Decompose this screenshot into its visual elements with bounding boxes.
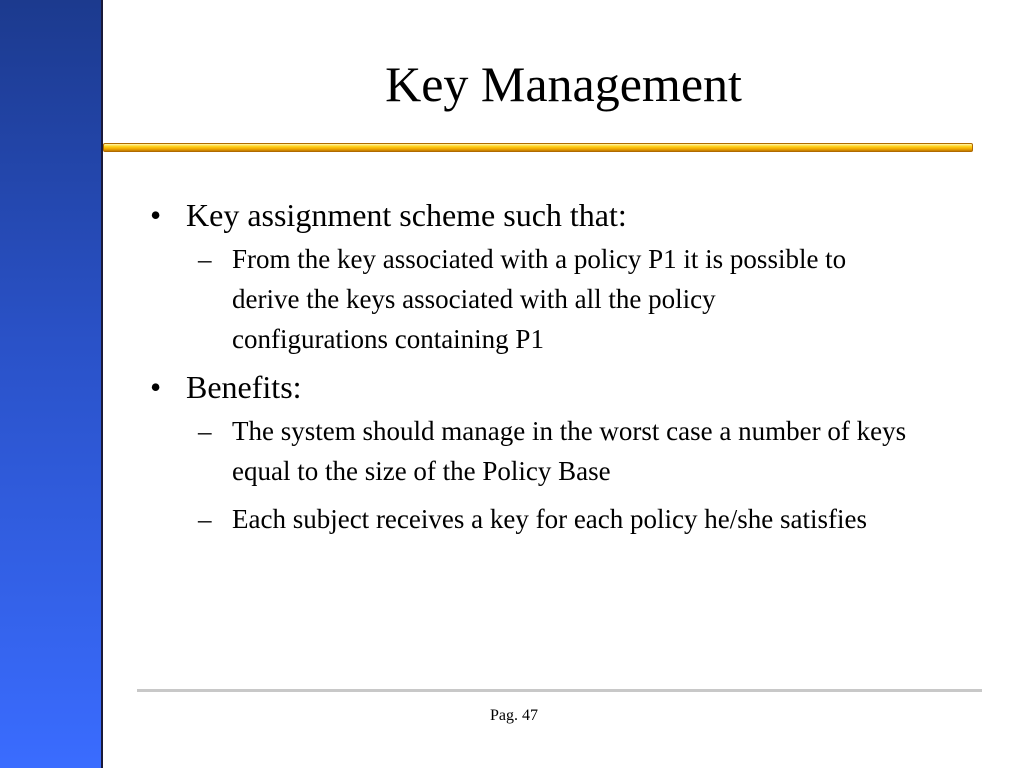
bullet-benefits: [140, 367, 940, 407]
page-number-text: Pag. 47: [490, 707, 538, 724]
sub-bullet-worst-case: [140, 411, 952, 491]
side-accent-bar: [0, 0, 103, 768]
sub-bullet-text: Each subject receives a key for each policy he/she satisfies: [232, 504, 867, 534]
dash-mark: –: [198, 416, 212, 446]
bullet-text: Key assignment scheme such that:: [186, 197, 627, 233]
slide-title: Key Management: [385, 56, 742, 112]
footer-divider: [137, 689, 982, 692]
bullet-mark: •: [150, 369, 162, 405]
sub-bullet-text: The system should manage in the worst case a number of keys equal to the size of the Policy Base: [232, 416, 907, 486]
dash-mark: –: [198, 244, 212, 274]
title-underline: [103, 143, 973, 152]
bullet-key-assignment: [140, 195, 940, 235]
slide-body: [140, 195, 940, 547]
sub-bullet-each-subject: [140, 499, 952, 539]
bullet-mark: •: [150, 197, 162, 233]
dash-mark: –: [198, 504, 212, 534]
sub-bullet-derive-keys: [140, 239, 872, 359]
sub-bullet-text: From the key associated with a policy P1 it is possible to derive the keys associated with all the policy configurations containing P1: [232, 244, 847, 354]
page-number: [0, 707, 1024, 725]
bullet-text: Benefits:: [186, 369, 302, 405]
